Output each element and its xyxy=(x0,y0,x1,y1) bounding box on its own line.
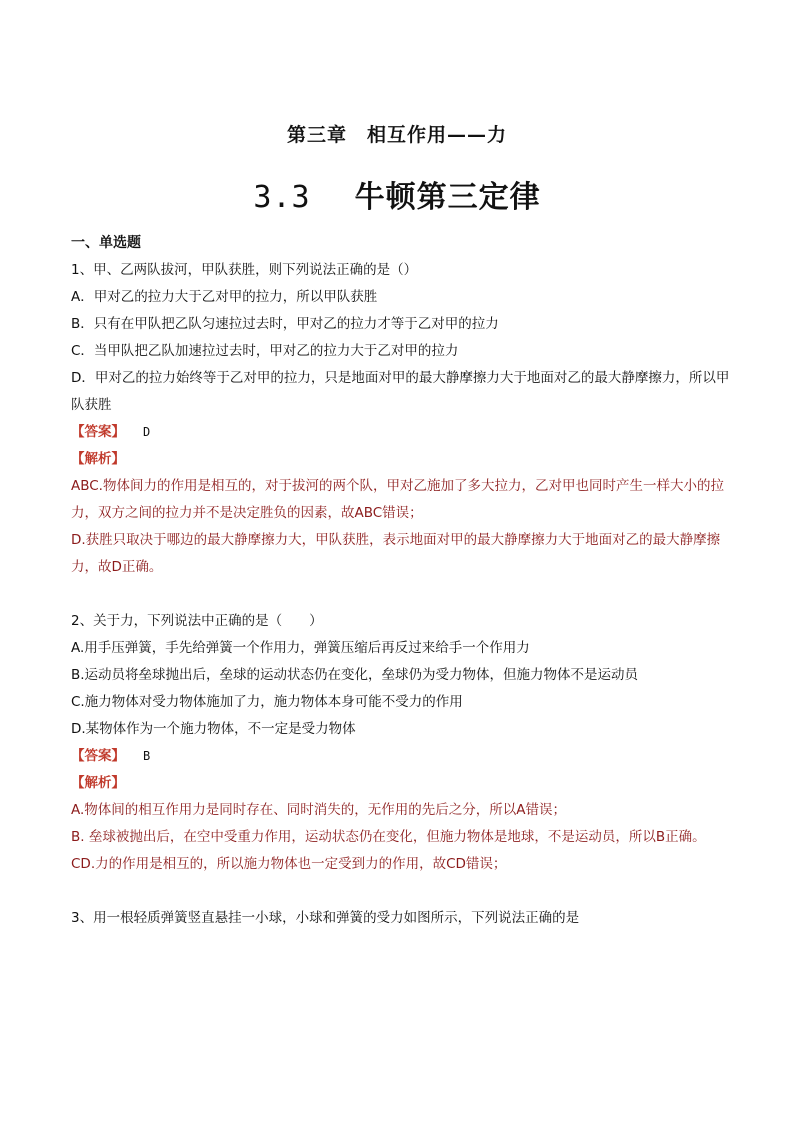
document-body xyxy=(71,230,731,932)
option-b: B．只有在甲队把乙队匀速拉过去时，甲对乙的拉力才等于乙对甲的拉力 xyxy=(71,316,499,332)
section-title-row xyxy=(0,172,794,216)
analysis-text: ABC.物体间力的作用是相互的，对于拔河的两个队，甲对乙施加了多大拉力，乙对甲也同时产生一样大小的拉力，双方之间的拉力并不是决定胜负的因素，故ABC错误； xyxy=(71,478,724,521)
analysis-text: A.物体间的相互作用力是同时存在、同时消失的，无作用的先后之分，所以A错误； xyxy=(71,802,567,818)
question-3 xyxy=(71,905,731,932)
option-d: D.某物体作为一个施力物体，不一定是受力物体 xyxy=(71,721,356,737)
option-c: C.施力物体对受力物体施加了力，施力物体本身可能不受力的作用 xyxy=(71,694,463,710)
analysis-text: B. 垒球被抛出后，在空中受重力作用，运动状态仍在变化，但施力物体是地球，不是运动员，所以B正确。 xyxy=(71,829,706,845)
option-d: D．甲对乙的拉力始终等于乙对甲的拉力，只是地面对甲的最大静摩擦力大于地面对乙的最大静摩擦力，所以甲队获胜 xyxy=(71,370,730,413)
analysis-text: CD.力的作用是相互的，所以施力物体也一定受到力的作用，故CD错误； xyxy=(71,856,507,872)
answer-row xyxy=(71,743,731,770)
question-1 xyxy=(71,257,731,581)
chapter-title: 第三章 相互作用——力 xyxy=(286,124,507,146)
question-2 xyxy=(71,608,731,878)
answer-row xyxy=(71,419,731,446)
section-number: 3.3 xyxy=(253,180,311,215)
question-stem: 2、关于力，下列说法中正确的是（ ） xyxy=(71,613,323,629)
analysis-text: D.获胜只取决于哪边的最大静摩擦力大，甲队获胜，表示地面对甲的最大静摩擦力大于地面对乙的最大静摩擦力，故D正确。 xyxy=(71,532,721,575)
option-a: A.用手压弹簧，手先给弹簧一个作用力，弹簧压缩后再反过来给手一个作用力 xyxy=(71,640,530,656)
question-stem: 1、甲、乙两队拔河，甲队获胜，则下列说法正确的是（） xyxy=(71,262,418,278)
analysis-label: 【解析】 xyxy=(71,775,125,791)
answer-label: 【答案】 xyxy=(71,748,125,764)
spacer xyxy=(71,878,731,905)
answer-value: D xyxy=(143,425,151,439)
part-heading: 一、单选题 xyxy=(71,235,141,251)
question-stem: 3、用一根轻质弹簧竖直悬挂一小球，小球和弹簧的受力如图所示，下列说法正确的是 xyxy=(71,910,580,926)
section-title: 牛顿第三定律 xyxy=(354,180,541,215)
option-a: A．甲对乙的拉力大于乙对甲的拉力，所以甲队获胜 xyxy=(71,289,378,305)
answer-value: B xyxy=(143,749,151,763)
spacer xyxy=(71,581,731,608)
answer-label: 【答案】 xyxy=(71,424,125,440)
option-b: B.运动员将垒球抛出后，垒球的运动状态仍在变化，垒球仍为受力物体，但施力物体不是运动员 xyxy=(71,667,639,683)
option-c: C．当甲队把乙队加速拉过去时，甲对乙的拉力大于乙对甲的拉力 xyxy=(71,343,459,359)
analysis-label: 【解析】 xyxy=(71,451,125,467)
